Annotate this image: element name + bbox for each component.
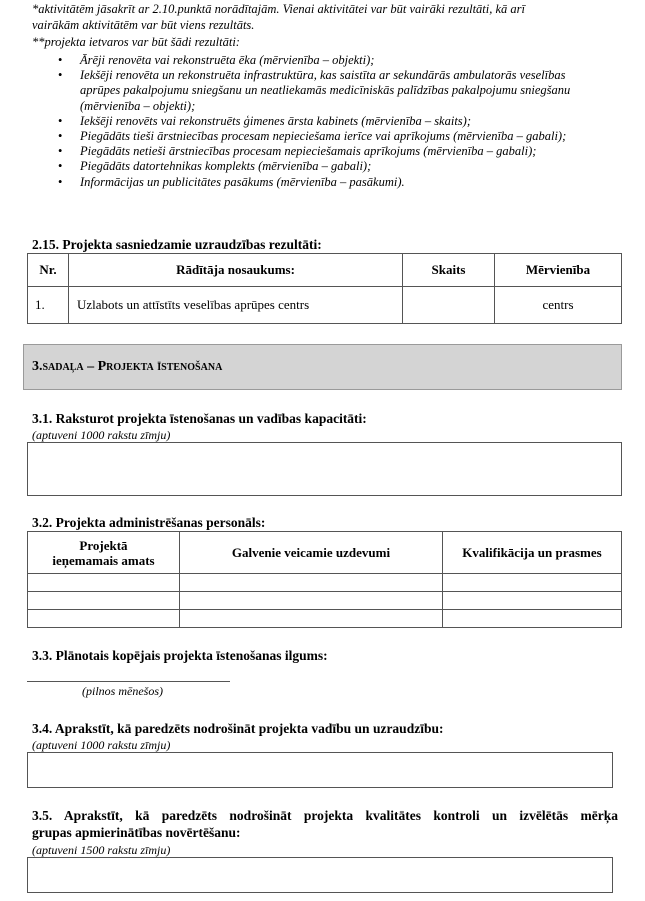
section-3-band: [23, 344, 622, 390]
bullet-item: • Piegādāts tieši ārstniecības procesam nepieciešama ierīce vai aprīkojums (mērvienība – gabali);: [58, 129, 598, 144]
staff-cell[interactable]: [180, 610, 443, 628]
table-row: [28, 610, 622, 628]
col-position: [28, 532, 180, 574]
bullet-item: • Iekšēji renovēts vai rekonstruēts ģimenes ārsta kabinets (mērvienība – skaits);: [58, 114, 598, 129]
cell-unit: centrs: [495, 287, 622, 324]
heading-2-15: 2.15. Projekta sasniedzamie uzraudzības rezultāti:: [32, 237, 322, 252]
results-table: [27, 253, 622, 324]
capacity-text-area[interactable]: [27, 442, 622, 496]
staff-cell[interactable]: [443, 610, 622, 628]
hint-3-1: (aptuveni 1000 rakstu zīmju): [32, 428, 171, 442]
table-row: [28, 287, 622, 324]
duration-input-line[interactable]: [27, 681, 230, 682]
col-tasks: Galvenie veicamie uzdevumi: [180, 532, 443, 574]
staff-cell[interactable]: [28, 610, 180, 628]
section-3-title: [32, 359, 222, 375]
results-bullet-list: [58, 53, 598, 190]
staff-cell[interactable]: [443, 592, 622, 610]
bullet-item: • Ārēji renovēta vai rekonstruēta ēka (mērvienība – objekti);: [58, 53, 598, 68]
quality-control-text-area[interactable]: [27, 857, 613, 893]
table-row: [28, 574, 622, 592]
staff-cell[interactable]: [443, 574, 622, 592]
heading-3-5-line1: 3.5. Aprakstīt, kā paredzēts nodrošināt projekta kvalitātes kontroli un izvēlētās mērķa: [32, 808, 618, 823]
note-possible-results: **projekta ietvaros var būt šādi rezultāti:: [32, 35, 240, 49]
section-3-prefix: 3.: [32, 359, 43, 374]
management-text-area[interactable]: [27, 752, 613, 788]
col-count: Skaits: [403, 254, 495, 287]
note-results-line2: vairākām aktivitātēm var būt viens rezultāts.: [32, 18, 255, 32]
heading-3-1: 3.1. Raksturot projekta īstenošanas un vadības kapacitāti:: [32, 411, 367, 426]
bullet-item: • Piegādāts datortehnikas komplekts (mērvienība – gabali);: [58, 159, 598, 174]
bullet-item: • Informācijas un publicitātes pasākums (mērvienība – pasākumi).: [58, 175, 598, 190]
col-qualification: Kvalifikācija un prasmes: [443, 532, 622, 574]
staff-cell[interactable]: [28, 592, 180, 610]
cell-count[interactable]: [403, 287, 495, 324]
section-3-name: sadaļa – Projekta īstenošana: [42, 359, 223, 374]
col-indicator-name: Rādītāja nosaukums:: [69, 254, 403, 287]
cell-nr: 1.: [28, 287, 69, 324]
col-position-line1: Projektā: [79, 537, 128, 553]
bullet-item: • Iekšēji renovēta un rekonstruēta infrastruktūra, kas saistīta ar sekundārās ambulatorās veselības aprūpes pakalpojumu sniegšanu un neatliekamās medicīniskās palīdzības pakalpojumu sniegšanu (mērvienība – objekti);: [58, 68, 598, 114]
cell-indicator-name: Uzlabots un attīstīts veselības aprūpes centrs: [69, 287, 403, 324]
results-table-header: [28, 254, 622, 287]
staff-cell[interactable]: [180, 574, 443, 592]
col-position-line2: ieņemamais amats: [52, 552, 155, 568]
hint-3-3: (pilnos mēnešos): [82, 684, 163, 698]
hint-3-4: (aptuveni 1000 rakstu zīmju): [32, 738, 171, 752]
hint-3-5: (aptuveni 1500 rakstu zīmju): [32, 843, 171, 857]
heading-3-4: 3.4. Aprakstīt, kā paredzēts nodrošināt projekta vadību un uzraudzību:: [32, 721, 444, 736]
heading-3-5-line2: grupas apmierinātības novērtēšanu:: [32, 825, 241, 840]
col-nr: Nr.: [28, 254, 69, 287]
table-row: [28, 592, 622, 610]
staff-cell[interactable]: [28, 574, 180, 592]
note-results-line1: *aktivitātēm jāsakrīt ar 2.10.punktā norādītajām. Vienai aktivitātei var būt vairāki rezultāti, kā arī: [32, 2, 525, 16]
staff-table-header: [28, 532, 622, 574]
col-unit: Mērvienība: [495, 254, 622, 287]
heading-3-2: 3.2. Projekta administrēšanas personāls:: [32, 515, 266, 530]
staff-cell[interactable]: [180, 592, 443, 610]
heading-3-3: 3.3. Plānotais kopējais projekta īstenošanas ilgums:: [32, 648, 328, 663]
staff-table: [27, 531, 622, 628]
bullet-item: • Piegādāts netieši ārstniecības procesam nepieciešamais aprīkojums (mērvienība – gabali);: [58, 144, 598, 159]
